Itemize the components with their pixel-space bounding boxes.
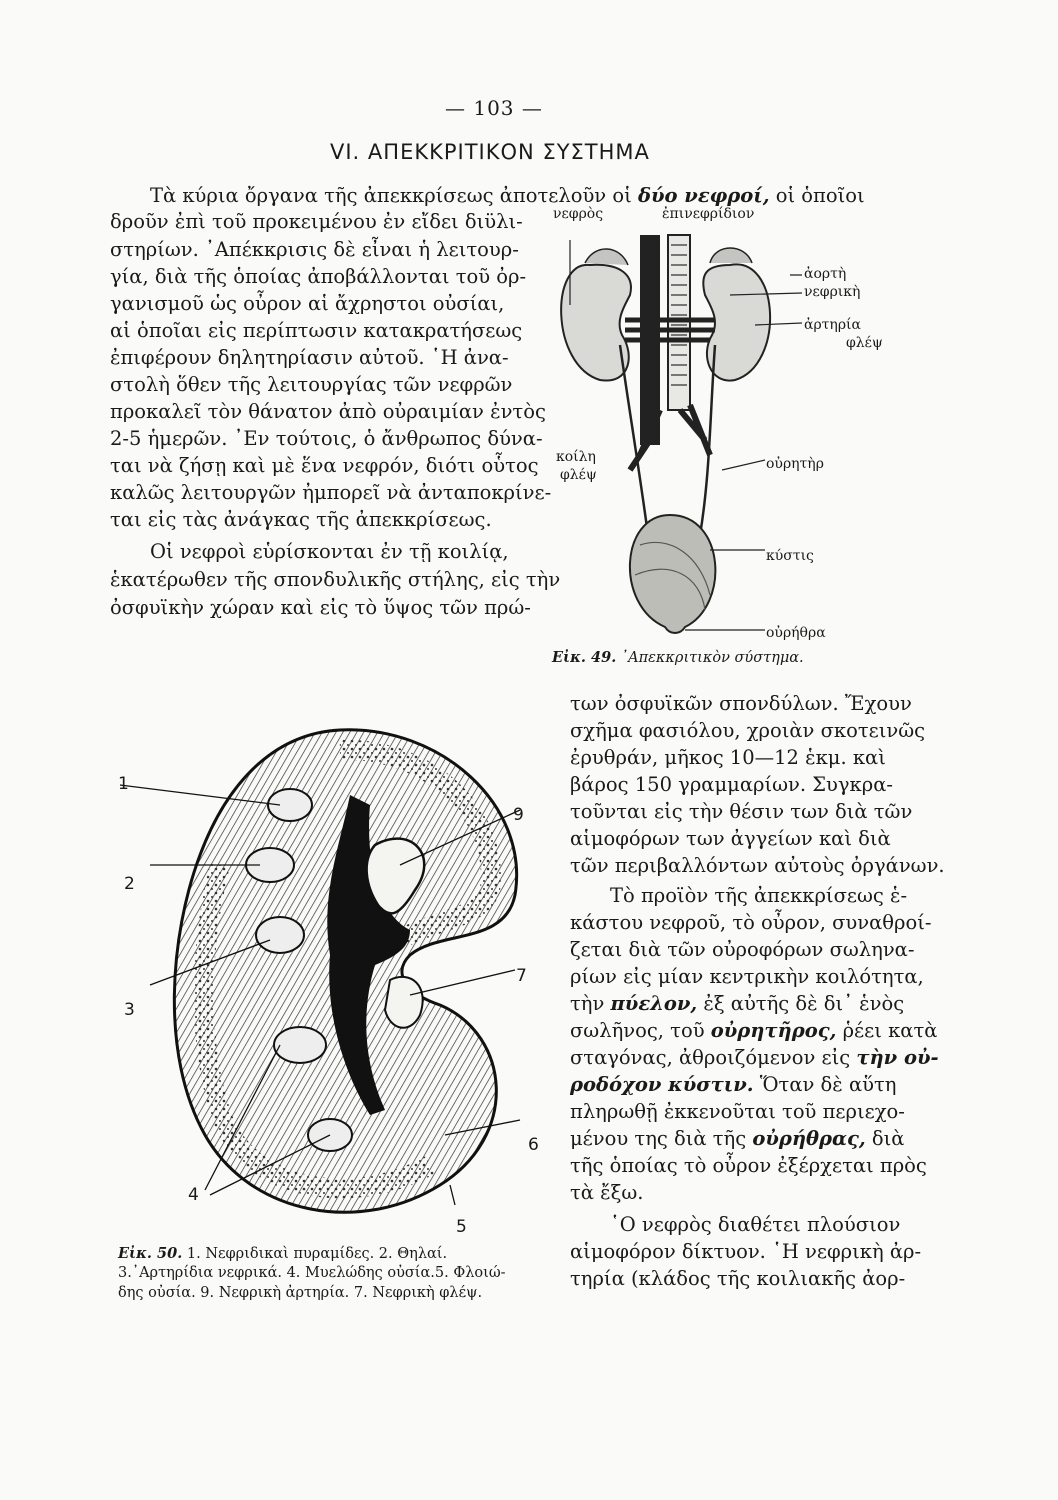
figure-50-caption-2: 3.᾿Αρτηρίδια νεφρικά. 4. Μυελώδης οὐσία.5. Φλοιώ- [118, 1265, 506, 1281]
col1-line: γανισμοῦ ὡς οὖρον αἱ ἄχρηστοι οὐσίαι, [110, 292, 505, 315]
col2-line: σταγόνας, ἀθροιζόμενον εἰς τὴν οὐ- [570, 1046, 939, 1069]
col2-line: των ὀσφυϊκῶν σπονδύλων. Ἔχουν [570, 692, 912, 715]
page-number: — 103 — [445, 96, 543, 120]
fig50-number-6: 6 [528, 1135, 539, 1155]
fig50-number-9: 9 [513, 805, 524, 825]
col2-line: αἱμοφόρον δίκτυον. ῾Η νεφρικὴ ἀρ- [570, 1240, 922, 1263]
col2-line: ἐρυθράν, μῆκος 10—12 ἑκμ. καὶ [570, 746, 886, 769]
col2-line: σωλῆνος, τοῦ οὐρητῆρος, ῥέει κατὰ [570, 1019, 938, 1042]
fig50-number-1: 1 [118, 774, 129, 794]
col2-line: κάστου νεφροῦ, τὸ οὖρον, συναθροί- [570, 911, 932, 934]
col2-line: τὰ ἔξω. [570, 1181, 644, 1204]
label-epinefridion: ἐπινεφρίδιον [662, 206, 755, 222]
col2-line: ρίων εἰς μίαν κεντρικὴν κοιλότητα, [570, 965, 924, 988]
fig50-number-2: 2 [124, 874, 135, 894]
col1-line: ἐπιφέρουν δηλητηρίασιν αὐτοῦ. ῾Η ἀνα- [110, 346, 509, 369]
col1-line: στηρίων. ᾿Απέκκρισις δὲ εἶναι ἡ λειτουρ- [110, 238, 519, 261]
label-artiria: ἀρτηρία [804, 317, 861, 333]
section-heading: VI. ΑΠΕΚΚΡΙΤΙΚΟΝ ΣΥΣΤΗΜΑ [330, 140, 650, 164]
label-ourithir: οὐρητὴρ [766, 456, 824, 472]
figure-50-caption-3: δης οὐσία. 9. Νεφρικὴ ἀρτηρία. 7. Νεφρικὴ φλέψ. [118, 1285, 483, 1301]
col2-line: τῶν περιβαλλόντων αὐτοὺς ὀργάνων. [570, 854, 945, 877]
fig50-number-3: 3 [124, 1000, 135, 1020]
label-nefriki: νεφρικὴ [804, 284, 861, 300]
col1-line: στολὴ ὅθεν τῆς λειτουργίας τῶν νεφρῶν [110, 373, 513, 396]
col1-line: αἱ ὁποῖαι εἰς περίπτωσιν κατακρατήσεως [110, 319, 523, 342]
col2-line: σχῆμα φασιόλου, χροιὰν σκοτεινῶς [570, 719, 926, 742]
figure-50-caption-1: Εἰκ. 50. 1. Νεφριδικαὶ πυραμίδες. 2. Θηλαί. [118, 1245, 448, 1262]
col2-line: αἱμοφόρων των ἀγγείων καὶ διὰ [570, 827, 891, 850]
col1-line: γία, διὰ τῆς ὁποίας ἀποβάλλονται τοῦ ὀρ- [110, 265, 527, 288]
col2-line: τοῦνται εἰς τὴν θέσιν των διὰ τῶν [570, 800, 913, 823]
col2-line: τῆς ὁποίας τὸ οὖρον ἐξέρχεται πρὸς [570, 1154, 927, 1177]
col2-line: τὴν πύελον, ἐξ αὐτῆς δὲ δι᾿ ἑνὸς [570, 992, 905, 1015]
fig50-number-7: 7 [516, 966, 527, 986]
col1-line: ται νὰ ζήσῃ καὶ μὲ ἕνα νεφρόν, διότι οὗτος [110, 454, 539, 477]
col2-line: ροδόχον κύστιν. Ὅταν δὲ αὕτη [570, 1073, 897, 1096]
fig50-number-4: 4 [188, 1185, 199, 1205]
term-ourodochos-1: τὴν οὐ- [856, 1046, 939, 1069]
label-fleps: φλέψ [846, 335, 883, 351]
figure-50-kidney-section [110, 715, 550, 1235]
term-pyelos: πύελον, [610, 992, 698, 1015]
col2-line: μένου της διὰ τῆς οὐρήθρας, διὰ [570, 1127, 905, 1150]
emphasis-dyo-nefroi: δύο νεφροί, [637, 184, 770, 207]
col2-line: πληρωθῇ ἐκκενοῦται τοῦ περιεχο- [570, 1100, 905, 1123]
label-nephros: νεφρὸς [553, 206, 604, 222]
col1-line: ὀσφυϊκὴν χώραν καὶ εἰς τὸ ὕψος τῶν πρώ- [110, 596, 531, 619]
label-ourithra: οὐρήθρα [766, 625, 826, 641]
col1-line: ἑκατέρωθεν τῆς σπονδυλικῆς στήλης, εἰς τὴν [110, 568, 561, 591]
label-koili-fleps: φλέψ [560, 467, 597, 483]
col1-line: ται εἰς τὰς ἀνάγκας τῆς ἀπεκκρίσεως. [110, 508, 492, 531]
col2-line: βάρος 150 γραμμαρίων. Συγκρα- [570, 773, 893, 796]
term-ourithir: οὐρητῆρος, [710, 1019, 837, 1042]
col2-line: Τὸ προϊὸν τῆς ἀπεκκρίσεως ἑ- [610, 884, 908, 907]
intro-line-2: δροῦν ἐπὶ τοῦ προκειμένου ἐν εἴδει διϋλι- [110, 210, 523, 233]
label-aorti: ἀορτὴ [804, 266, 847, 282]
label-koili: κοίλη [556, 449, 596, 465]
col1-line: 2-5 ἡμερῶν. ᾿Εν τούτοις, ὁ ἄνθρωπος δύνα- [110, 427, 543, 450]
label-kystis: κύστις [766, 548, 814, 564]
intro-line-1: Τὰ κύρια ὄργανα τῆς ἀπεκκρίσεως ἀποτελοῦν οἱ δύο νεφροί, οἱ ὁποῖοι [150, 184, 865, 207]
fig50-number-5: 5 [456, 1217, 467, 1237]
col1-line: Οἱ νεφροὶ εὑρίσκονται ἐν τῇ κοιλίᾳ, [150, 540, 509, 563]
col2-line: ῾Ο νεφρὸς διαθέτει πλούσιον [610, 1213, 901, 1236]
figure-49-caption: Εἰκ. 49. ᾿Απεκκριτικὸν σύστημα. [552, 649, 804, 666]
col1-line: καλῶς λειτουργῶν ἠμπορεῖ νὰ ἀνταποκρίνε- [110, 481, 552, 504]
term-ourithra: οὐρήθρας, [752, 1127, 866, 1150]
col2-line: τηρία (κλάδος τῆς κοιλιακῆς ἀορ- [570, 1267, 906, 1290]
term-ourodochos-2: ροδόχον κύστιν. [570, 1073, 754, 1096]
col1-line: προκαλεῖ τὸν θάνατον ἀπὸ οὐραιμίαν ἐντὸς [110, 400, 546, 423]
col2-line: ζεται διὰ τῶν οὐροφόρων σωληνα- [570, 938, 915, 961]
